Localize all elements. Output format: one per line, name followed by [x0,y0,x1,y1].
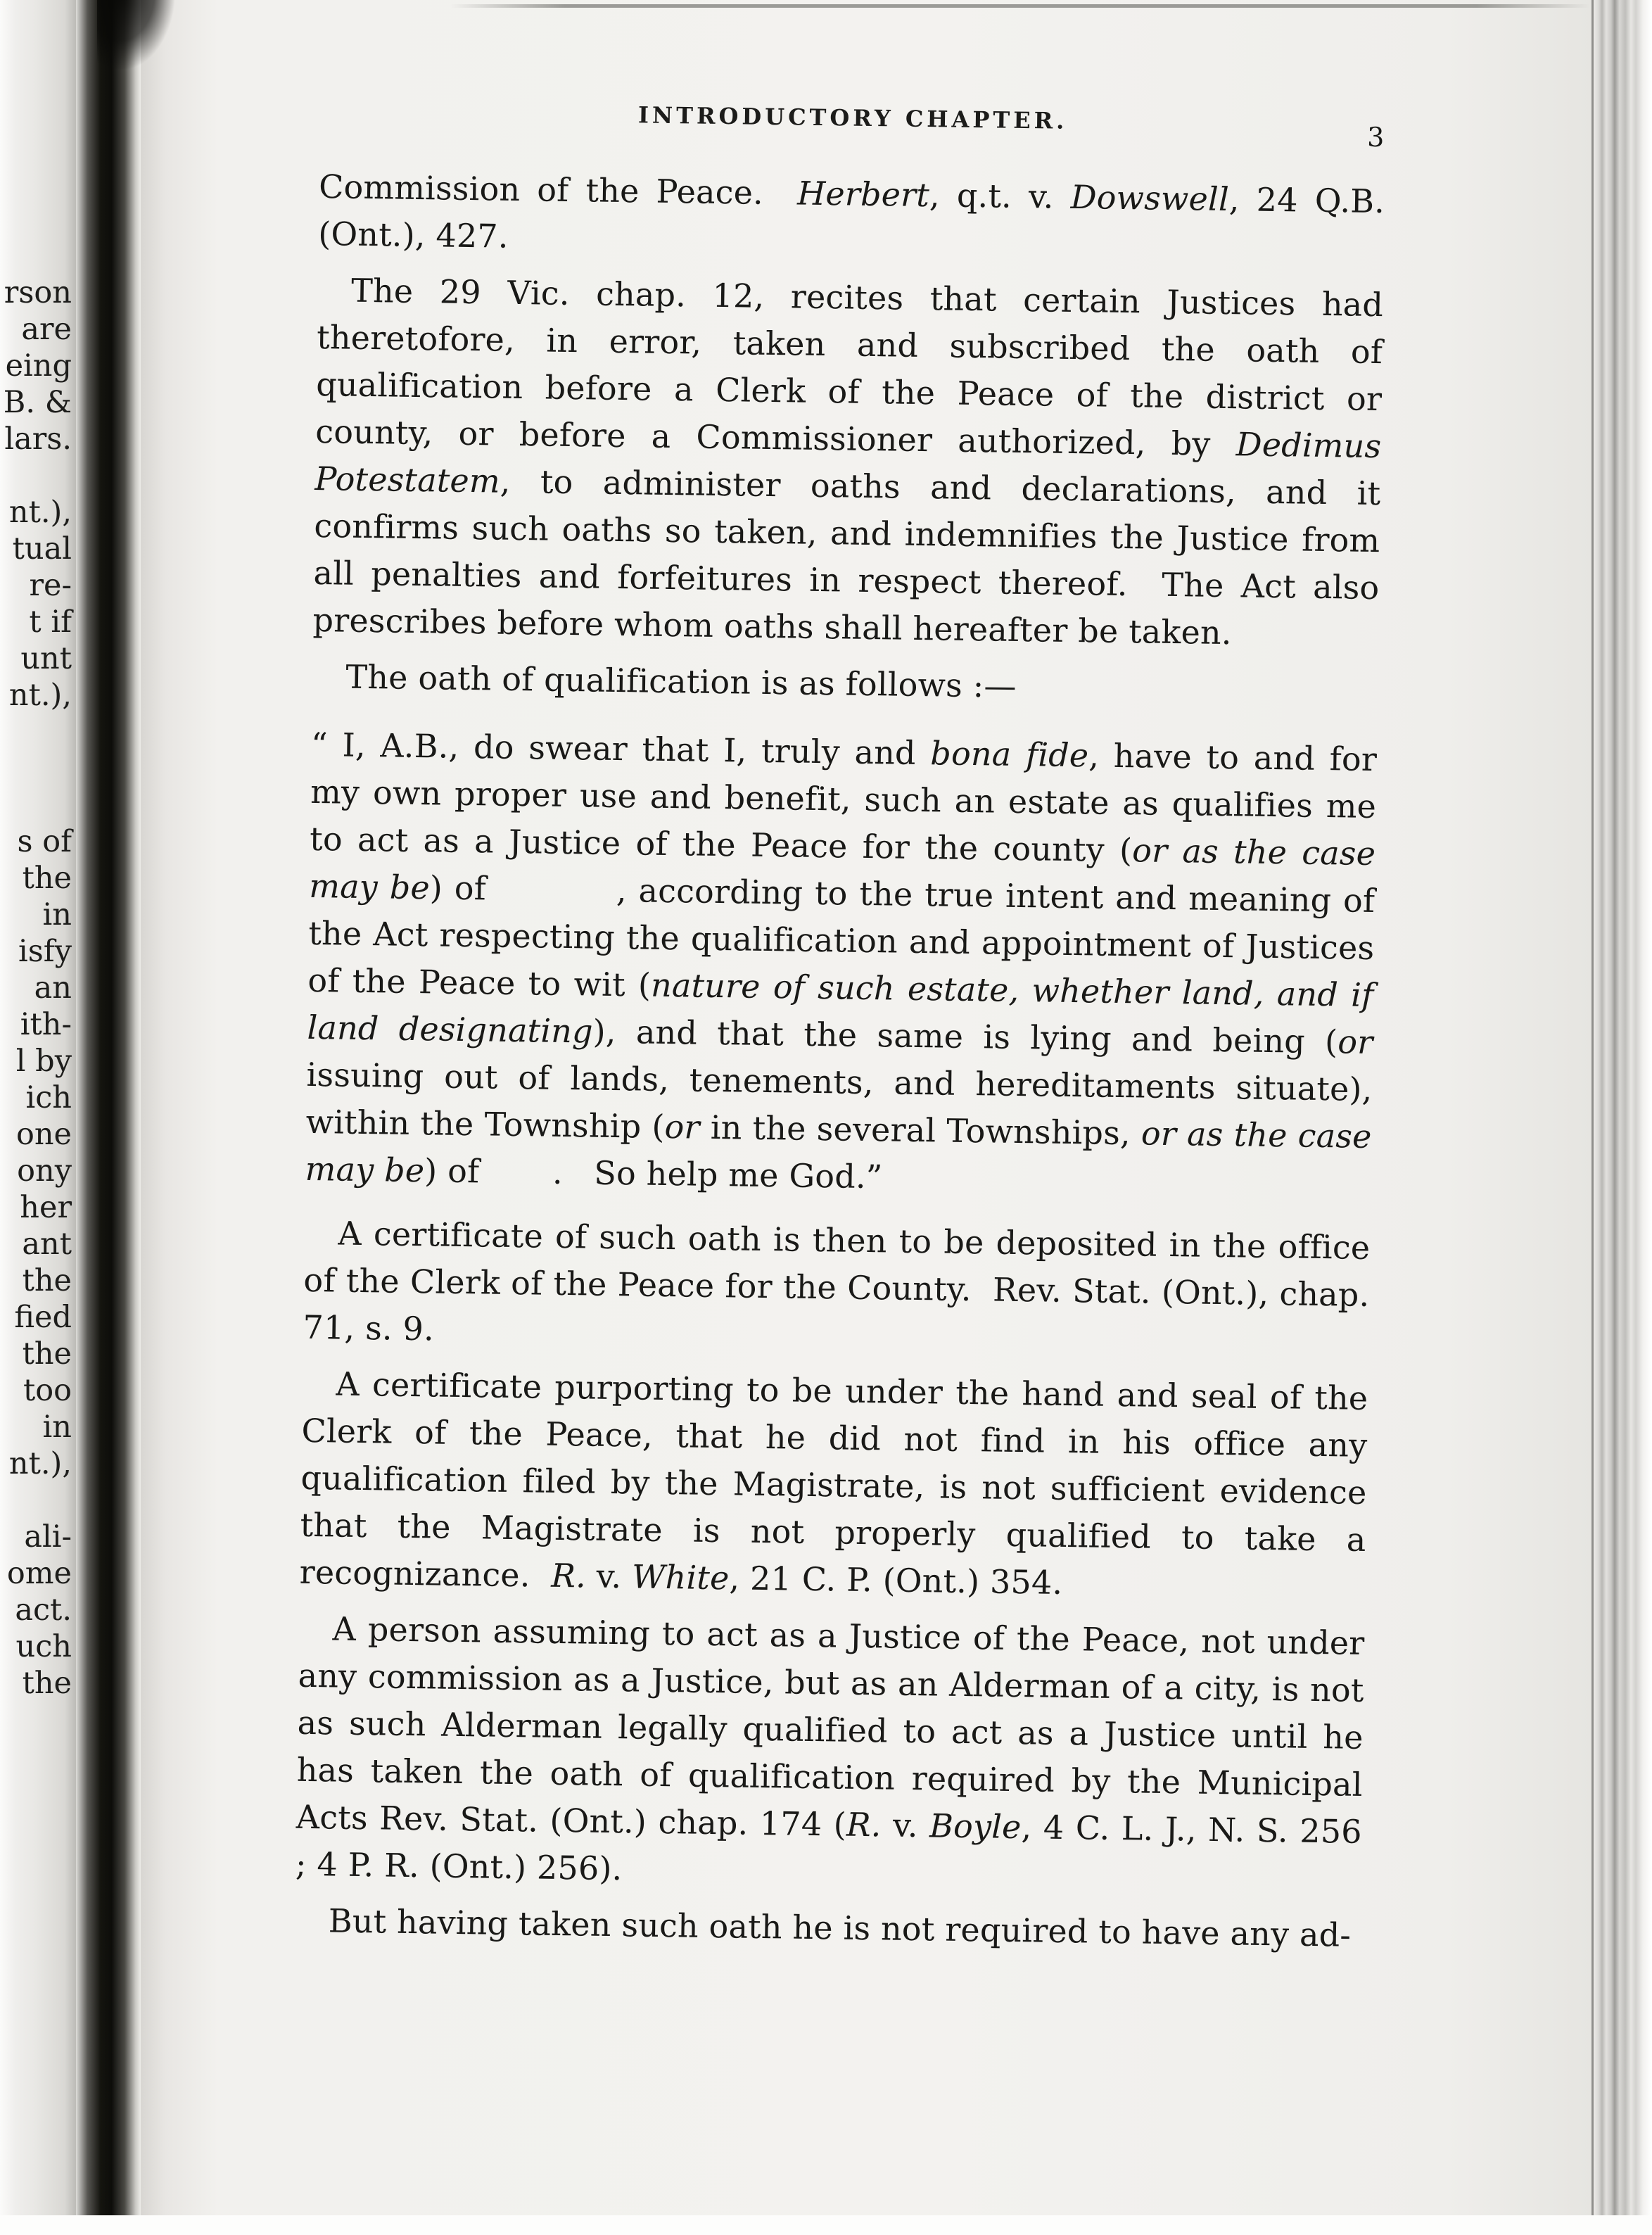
cutoff-text-fragment: her [20,1190,72,1225]
cutoff-text-fragment: l by [15,1044,72,1079]
paragraph: A certificate of such oath is then to be deposited in the office of the Clerk of the Peace for the County. Rev. Stat. (Ont.), chap. 71, s. 9. [303,1214,1371,1348]
paragraph: The oath of qualification is as follows :— [345,657,1017,705]
cutoff-text-fragment: are [21,312,72,347]
cutoff-text-fragment: eing [5,348,72,384]
cutoff-text-fragment: one [15,1117,72,1152]
cutoff-text-fragment: unt [20,641,72,676]
page-fore-edges [1591,0,1652,2235]
page-number: 3 [1366,121,1385,153]
cutoff-text-fragment: too [23,1373,72,1408]
cutoff-text-fragment: ant [22,1227,72,1262]
cutoff-text-fragment: act. [15,1593,72,1628]
left-page-edge [0,0,76,2235]
cutoff-text-fragment: lars. [4,422,72,457]
paragraph: The 29 Vic. chap. 12, recites that certain Justices had theretofore, in error, taken and subscribed the oath of qualification before a Clerk of the Peace of the district or county, or before a Commissioner authorized, by Dedimus Potestatem, to administer oaths and declarations, and it confirms such oaths so taken, and indemnifies the Justice from all penalties and forfeitures in respect thereof. The Act also prescribes before whom oaths shall hereafter be taken. [312,271,1384,652]
paragraph: A certificate purporting to be under the hand and seal of the Clerk of the Peace, that he did not find in his office any qualification filed by the Magistrate, is not sufficient evidence that the Magistrate is not properly qualified to take a recognizance. R. v. White, 21 C. P. (Ont.) 354. [299,1365,1368,1602]
cutoff-text-fragment: re- [29,568,72,603]
cutoff-text-fragment: in [42,1410,72,1445]
cutoff-text-fragment: ali- [24,1519,72,1555]
cutoff-text-fragment: an [34,970,72,1006]
paragraph: Commission of the Peace. Herbert, q.t. v. Dowswell, 24 Q.B. (Ont.), 427. [317,167,1385,255]
cutoff-text-fragment: s of [17,824,72,859]
cutoff-text-fragment: ome [6,1556,72,1591]
cutoff-text-fragment: nt.), [8,1446,72,1481]
cutoff-text-fragment: ith- [20,1007,72,1042]
cutoff-text-fragment: nt.), [8,495,72,530]
cutoff-text-fragment: tual [12,531,72,566]
page-header [319,97,1386,154]
cutoff-text-fragment: the [22,1666,72,1701]
text-block [294,97,1386,1959]
cutoff-text-fragment: rson [4,275,72,310]
cutoff-text-fragment: uch [15,1629,72,1664]
cutoff-text-fragment: the [22,1336,72,1372]
main-page [141,0,1591,2235]
cutoff-text-fragment: isfy [18,934,72,969]
scan-bottom-edge [0,2215,1652,2235]
cutoff-text-fragment: t if [29,604,72,640]
paragraph: A person assuming to act as a Justice of the Peace, not under any commission as a Justice, but as an Alderman of a city, is not as such Alderman legally qualified to act as a Justice until he has taken the oath of qualification required by the Municipal Acts Rev. Stat. (Ont.) chap. 174 (R. v. Boyle, 4 C. L. J., N. S. 256 ; 4 P. R. (Ont.) 256). [295,1609,1365,1888]
cutoff-text-fragment: ony [17,1153,72,1189]
body-text [294,163,1385,1959]
oath-paragraph: “ I, A.B., do swear that I, truly and bona fide, have to and for my own proper use and benefit, such an estate as qualifies me to act as a Justice of the Peace for the county (or as the case may be) of , according to the true intent and meaning of the Act respecting the qualification and appointment of Justices of the Peace to wit (nature of such estate, whether land, and if land designating), and that the same is lying and being (or issuing out of lands, tenements, and hereditaments situate), within the Township (or in the several Townships, or as the case may be) of . So help me God.” [305,725,1378,1196]
cutoff-text-fragment: nt.), [8,678,72,713]
binding-gutter [76,0,141,2235]
page-top-edge [450,4,1590,8]
cutoff-text-fragment: the [22,861,72,896]
chapter-header: INTRODUCTORY CHAPTER. [637,101,1068,134]
paragraph: But having taken such oath he is not required to have any ad- [328,1901,1352,1954]
cutoff-text-fragment: ich [25,1080,72,1115]
cutoff-text-fragment: in [42,897,72,932]
cutoff-text-fragment: the [22,1263,72,1298]
cutoff-text-fragment: fied [14,1300,72,1335]
cutoff-text-fragment: B. & [3,385,72,420]
